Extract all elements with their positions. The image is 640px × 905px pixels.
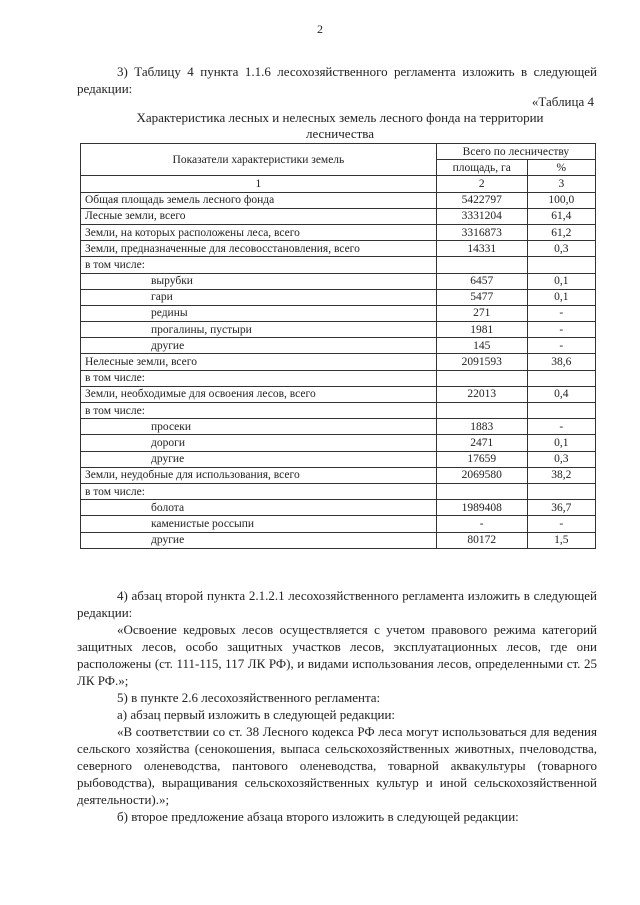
row-indicator-cell: в том числе: <box>81 483 437 499</box>
row-area-cell: 5477 <box>436 289 527 305</box>
row-indicator-cell: Общая площадь земель лесного фонда <box>81 192 437 208</box>
row-indicator-cell: в том числе: <box>81 370 437 386</box>
row-percent-cell: 61,4 <box>527 208 595 224</box>
row-percent-cell: 36,7 <box>527 500 595 516</box>
row-percent-cell: 100,0 <box>527 192 595 208</box>
row-indicator-cell: Земли, предназначенные для лесовосстановления, всего <box>81 241 437 257</box>
row-area-cell: 271 <box>436 305 527 321</box>
header-indicators: Показатели характеристики земель <box>81 144 437 176</box>
row-area-cell: 145 <box>436 338 527 354</box>
row-area-cell: 3316873 <box>436 224 527 240</box>
row-percent-cell: 0,1 <box>527 289 595 305</box>
row-area-cell: 2091593 <box>436 354 527 370</box>
row-percent-cell: - <box>527 322 595 338</box>
table-label: «Таблица 4 <box>531 94 594 109</box>
row-percent-cell <box>527 370 595 386</box>
row-percent-cell <box>527 483 595 499</box>
table-row <box>81 467 596 483</box>
row-indicator-cell: дороги <box>81 435 437 451</box>
row-percent-cell: 0,4 <box>527 386 595 402</box>
row-area-cell: 2069580 <box>436 467 527 483</box>
row-area-cell: - <box>436 516 527 532</box>
table-row <box>81 370 596 386</box>
column-number-1: 1 <box>81 176 437 192</box>
table-row <box>81 354 596 370</box>
row-area-cell: 22013 <box>436 386 527 402</box>
table-title: Характеристика лесных и нелесных земель лесного фонда на территории лесничества <box>136 110 544 141</box>
row-indicator-cell: прогалины, пустыри <box>81 322 437 338</box>
item-4-paragraph: 4) абзац второй пункта 2.1.2.1 лесохозяйственного регламента изложить в следующей редакции: <box>77 588 597 620</box>
row-area-cell: 3331204 <box>436 208 527 224</box>
row-indicator-cell: в том числе: <box>81 257 437 273</box>
table-row <box>81 516 596 532</box>
column-number-3: 3 <box>527 176 595 192</box>
table-row <box>81 338 596 354</box>
table-row <box>81 435 596 451</box>
row-area-cell <box>436 403 527 419</box>
row-indicator-cell: другие <box>81 532 437 548</box>
page-number: 2 <box>317 22 323 36</box>
row-indicator-cell: гари <box>81 289 437 305</box>
header-total-forestry: Всего по лесничеству <box>436 144 595 160</box>
table-row <box>81 241 596 257</box>
row-area-cell <box>436 370 527 386</box>
row-percent-cell <box>527 403 595 419</box>
row-percent-cell: - <box>527 419 595 435</box>
table-row <box>81 289 596 305</box>
row-indicator-cell: Лесные земли, всего <box>81 208 437 224</box>
row-area-cell: 1883 <box>436 419 527 435</box>
item-5a-paragraph: а) абзац первый изложить в следующей редакции: <box>117 707 396 722</box>
row-percent-cell: 0,3 <box>527 451 595 467</box>
row-area-cell: 1989408 <box>436 500 527 516</box>
table-row <box>81 257 596 273</box>
row-area-cell: 5422797 <box>436 192 527 208</box>
row-percent-cell <box>527 257 595 273</box>
table-row <box>81 273 596 289</box>
row-indicator-cell: болота <box>81 500 437 516</box>
table-row <box>81 192 596 208</box>
land-characteristics-table <box>80 143 596 549</box>
item-4-quote: «Освоение кедровых лесов осуществляется с учетом правового режима категорий защитных лесов, особо защитных участков лесов, эксплуатационных лесов, где они расположены (ст. 111-115, 117 ЛК РФ), и видами использования лесов, определенными ст. 25 ЛК РФ.»; <box>77 622 597 688</box>
row-area-cell: 2471 <box>436 435 527 451</box>
table-row <box>81 532 596 548</box>
row-indicator-cell: редины <box>81 305 437 321</box>
row-percent-cell: 0,1 <box>527 273 595 289</box>
table-row <box>81 305 596 321</box>
item-5a-quote: «В соответствии со ст. 38 Лесного кодекса РФ леса могут использоваться для ведения сельского хозяйства (сенокошения, выпаса сельскохозяйственных животных, пчеловодства, северного оленеводства, пантового оленеводства, товарной аквакультуры (товарного рыбоводства), выращивания сельскохозяйственных культур и иной сельскохозяйственной деятельности).»; <box>77 724 597 807</box>
table-row <box>81 403 596 419</box>
row-percent-cell: 1,5 <box>527 532 595 548</box>
row-indicator-cell: другие <box>81 451 437 467</box>
row-indicator-cell: Нелесные земли, всего <box>81 354 437 370</box>
header-percent: % <box>527 160 595 176</box>
table-row <box>81 322 596 338</box>
row-percent-cell: - <box>527 305 595 321</box>
row-indicator-cell: Земли, необходимые для освоения лесов, всего <box>81 386 437 402</box>
table-row <box>81 419 596 435</box>
table-body <box>81 192 596 548</box>
row-percent-cell: 38,6 <box>527 354 595 370</box>
table-row <box>81 451 596 467</box>
item-5-paragraph: 5) в пункте 2.6 лесохозяйственного регламента: <box>117 690 381 705</box>
table-row <box>81 224 596 240</box>
row-area-cell: 80172 <box>436 532 527 548</box>
row-percent-cell: - <box>527 338 595 354</box>
row-indicator-cell: Земли, на которых расположены леса, всего <box>81 224 437 240</box>
row-indicator-cell: каменистые россыпи <box>81 516 437 532</box>
row-area-cell: 17659 <box>436 451 527 467</box>
row-indicator-cell: вырубки <box>81 273 437 289</box>
row-area-cell: 14331 <box>436 241 527 257</box>
row-area-cell <box>436 257 527 273</box>
row-indicator-cell: Земли, неудобные для использования, всего <box>81 467 437 483</box>
table-row <box>81 483 596 499</box>
item-3-paragraph: 3) Таблицу 4 пункта 1.1.6 лесохозяйственного регламента изложить в следующей редакции: <box>77 64 597 96</box>
row-percent-cell: 38,2 <box>527 467 595 483</box>
row-indicator-cell: в том числе: <box>81 403 437 419</box>
row-percent-cell: 0,1 <box>527 435 595 451</box>
table-row <box>81 208 596 224</box>
row-percent-cell: 61,2 <box>527 224 595 240</box>
item-5b-paragraph: б) второе предложение абзаца второго изложить в следующей редакции: <box>117 809 519 824</box>
table-row <box>81 386 596 402</box>
row-area-cell <box>436 483 527 499</box>
row-area-cell: 6457 <box>436 273 527 289</box>
column-number-2: 2 <box>436 176 527 192</box>
row-indicator-cell: просеки <box>81 419 437 435</box>
table-row <box>81 500 596 516</box>
row-percent-cell: 0,3 <box>527 241 595 257</box>
row-indicator-cell: другие <box>81 338 437 354</box>
row-percent-cell: - <box>527 516 595 532</box>
row-area-cell: 1981 <box>436 322 527 338</box>
header-area: площадь, га <box>436 160 527 176</box>
